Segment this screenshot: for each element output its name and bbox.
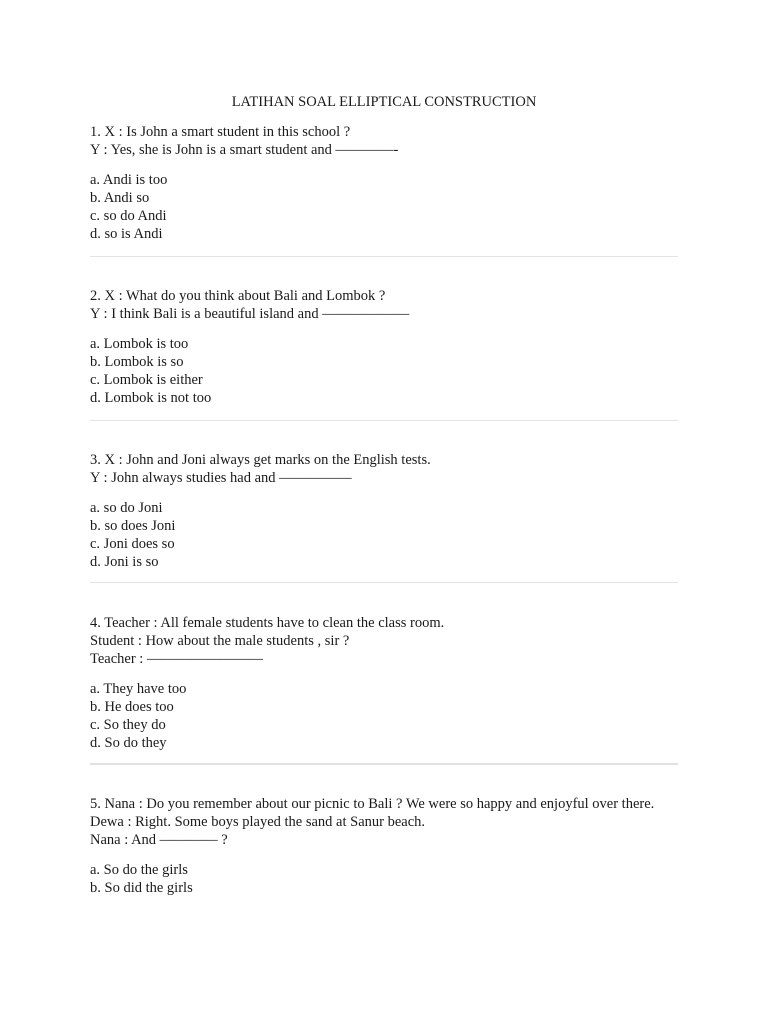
answer-option: a. Andi is too — [90, 172, 168, 188]
question-line: Teacher : ———————— — [90, 651, 263, 667]
answer-option: b. Andi so — [90, 190, 150, 206]
question-line: 3. X : John and Joni always get marks on the English tests. — [90, 452, 431, 468]
question-text — [90, 614, 678, 668]
answer-option: d. Lombok is not too — [90, 390, 212, 406]
answer-option: a. so do Joni — [90, 500, 163, 516]
answer-option: c. so do Andi — [90, 208, 167, 224]
answer-options — [90, 861, 678, 897]
question-2 — [90, 287, 678, 407]
answer-option: c. Lombok is either — [90, 372, 203, 388]
section-divider — [90, 763, 678, 765]
question-line: Y : I think Bali is a beautiful island and —————— — [90, 306, 410, 322]
question-line: Y : Yes, she is John is a smart student and ————- — [90, 142, 399, 158]
answer-option: c. Joni does so — [90, 536, 175, 552]
question-3 — [90, 451, 678, 571]
question-line: 2. X : What do you think about Bali and Lombok ? — [90, 288, 386, 304]
question-line: Nana : And ———— ? — [90, 832, 228, 848]
question-line: 5. Nana : Do you remember about our picnic to Bali ? We were so happy and enjoyful over there. — [90, 796, 655, 812]
document-title: LATIHAN SOAL ELLIPTICAL CONSTRUCTION — [231, 94, 537, 110]
question-line: Student : How about the male students , sir ? — [90, 633, 350, 649]
answer-option: b. He does too — [90, 699, 174, 715]
answer-option: a. So do the girls — [90, 862, 188, 878]
answer-option: b. Lombok is so — [90, 354, 184, 370]
answer-options — [90, 171, 678, 243]
answer-option: b. so does Joni — [90, 518, 176, 534]
answer-option: b. So did the girls — [90, 880, 193, 896]
answer-options — [90, 335, 678, 407]
question-text — [90, 451, 678, 487]
answer-option: c. So they do — [90, 717, 166, 733]
question-4 — [90, 614, 678, 752]
question-5 — [90, 795, 678, 897]
question-text — [90, 795, 678, 849]
answer-option: a. They have too — [90, 681, 187, 697]
answer-option: d. so is Andi — [90, 226, 163, 242]
answer-options — [90, 680, 678, 752]
question-line: Dewa : Right. Some boys played the sand at Sanur beach. — [90, 814, 426, 830]
question-line: 4. Teacher : All female students have to clean the class room. — [90, 615, 445, 631]
question-text — [90, 287, 678, 323]
question-line: 1. X : Is John a smart student in this school ? — [90, 124, 351, 140]
section-divider — [90, 420, 678, 421]
question-1 — [90, 123, 678, 243]
section-divider — [90, 256, 678, 257]
section-divider — [90, 582, 678, 583]
answer-options — [90, 499, 678, 571]
answer-option: d. So do they — [90, 735, 167, 751]
question-line: Y : John always studies had and ————— — [90, 470, 352, 486]
answer-option: d. Joni is so — [90, 554, 159, 570]
answer-option: a. Lombok is too — [90, 336, 189, 352]
question-text — [90, 123, 678, 159]
